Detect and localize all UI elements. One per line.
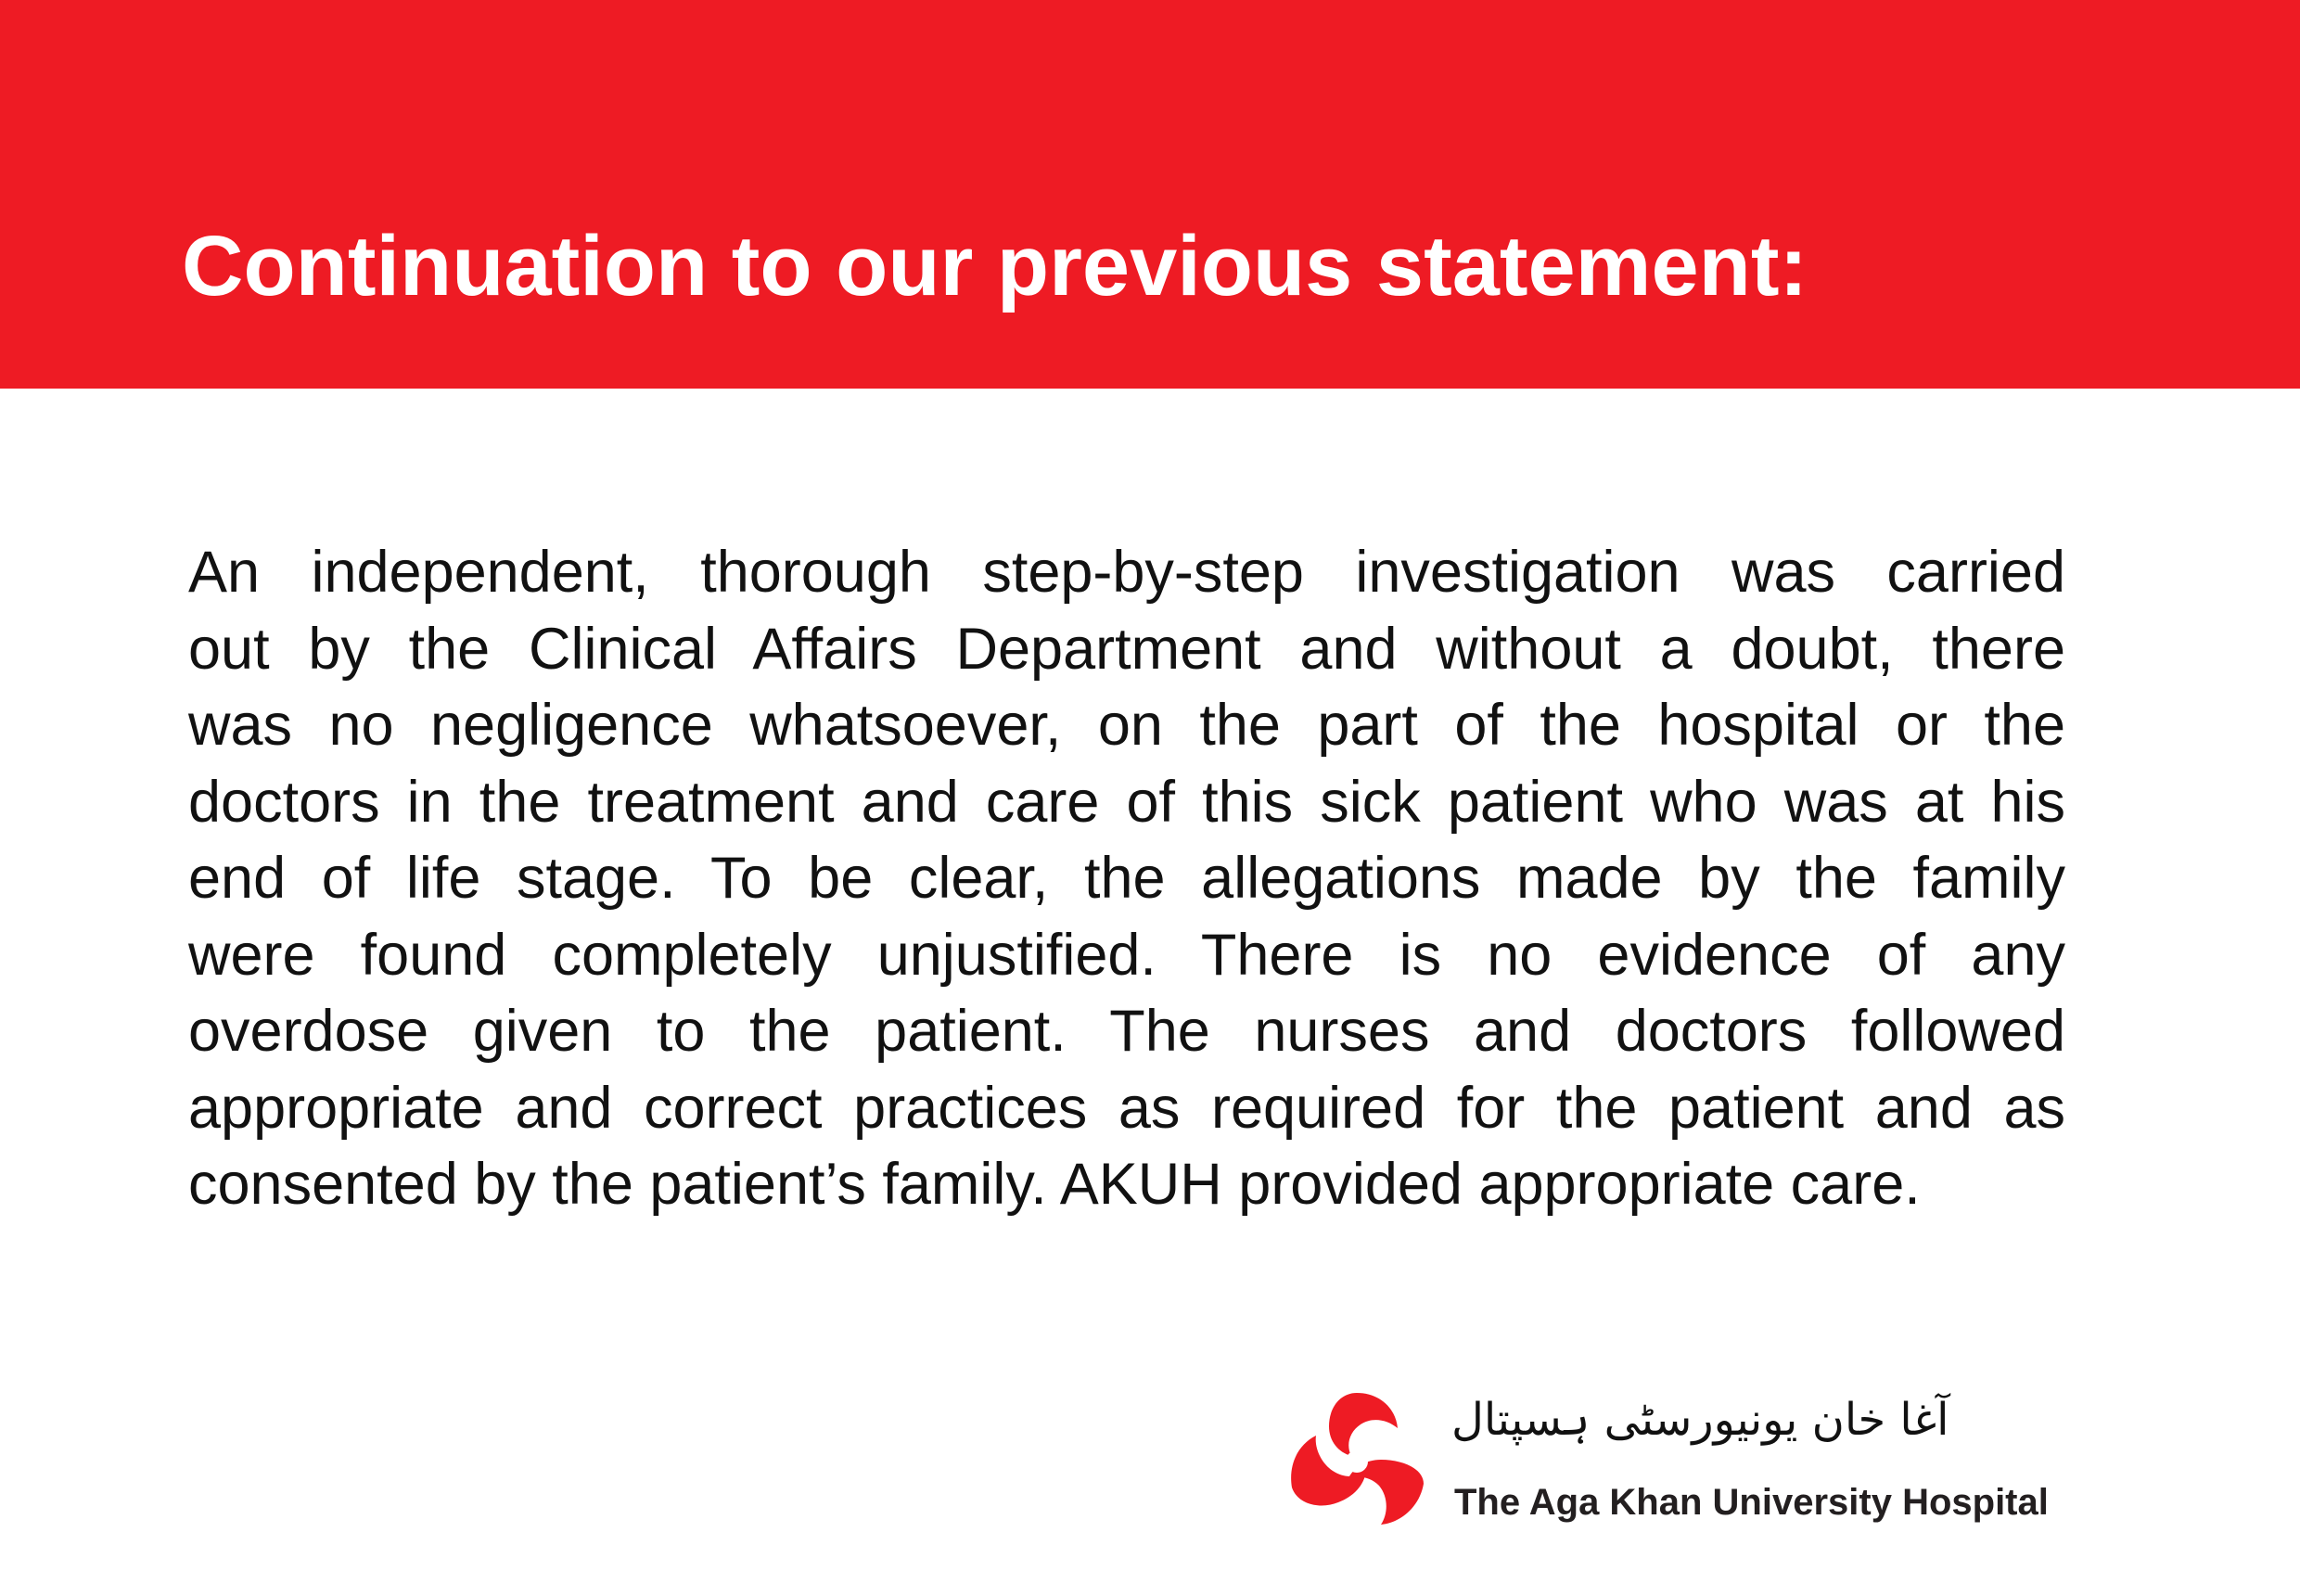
akuh-logo-icon (1284, 1387, 1429, 1532)
header-banner (0, 0, 2300, 389)
statement-body (188, 534, 2065, 1223)
hospital-name-english: The Aga Khan University Hospital (1454, 1482, 2049, 1523)
hospital-logo (1284, 1387, 2101, 1545)
statement-line: An independent, thorough step-by-step investigation was carried (188, 540, 2065, 605)
statement-line: appropriate and correct practices as required for the patient and as (188, 1075, 2065, 1141)
statement-line: were found completely unjustified. There is no evidence of any (188, 922, 2065, 988)
statement-line: overdose given to the patient. The nurses and doctors followed (188, 999, 2065, 1064)
statement-line: doctors in the treatment and care of this sick patient who was at his (188, 769, 2065, 835)
page-title: Continuation to our previous statement: (182, 219, 1808, 313)
statement-line: out by the Clinical Affairs Department and without a doubt, there (188, 616, 2065, 682)
statement-line: end of life stage. To be clear, the allegations made by the family (188, 846, 2065, 911)
statement-line: consented by the patient’s family. AKUH provided appropriate care. (188, 1152, 1921, 1217)
statement-line: was no negligence whatsoever, on the part of the hospital or the (188, 693, 2065, 758)
hospital-name-urdu: آغا خان یونیورسٹی ہسپتال (1451, 1394, 1949, 1446)
